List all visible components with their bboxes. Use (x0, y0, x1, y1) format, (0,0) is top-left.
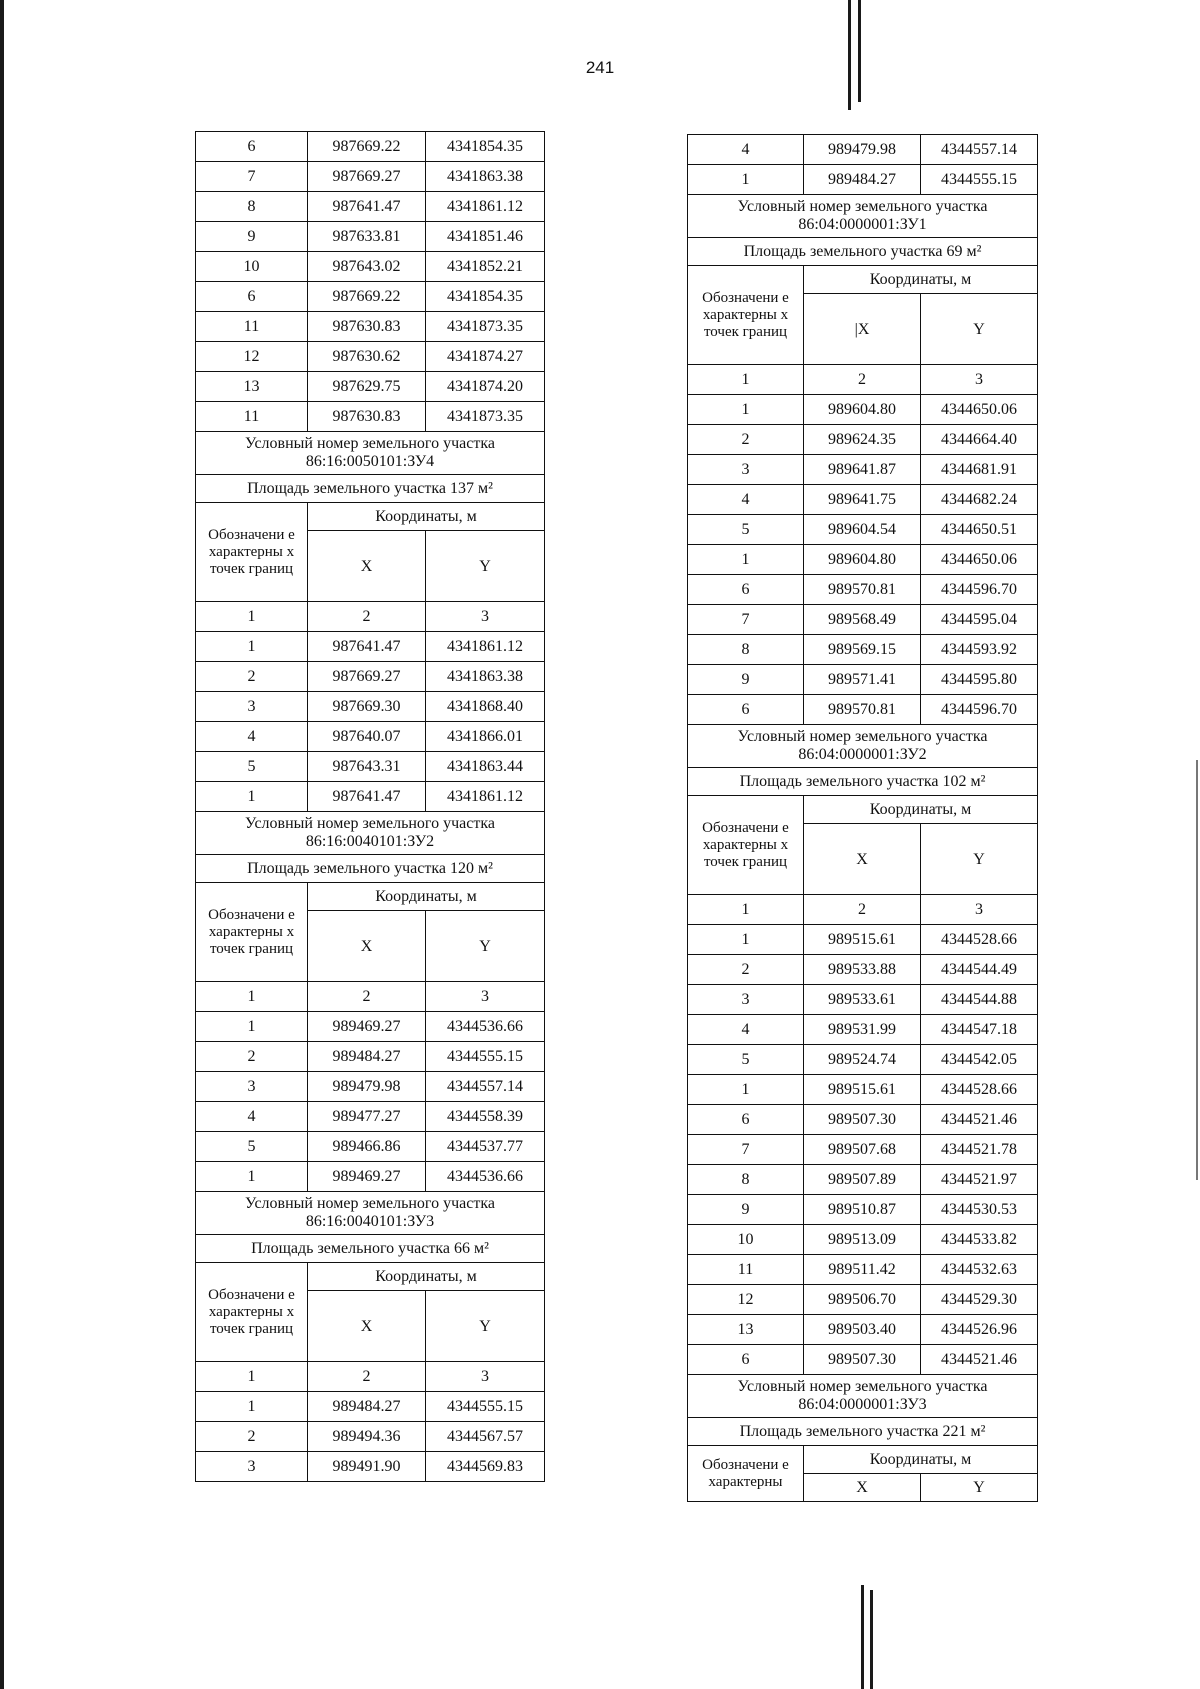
table-row (688, 695, 1038, 725)
coord-y: 4344544.88 (921, 985, 1038, 1015)
table-header-row (196, 1263, 545, 1291)
designation-header: Обозначени е характерны х точек границ (688, 266, 804, 365)
point-number: 2 (196, 1042, 308, 1072)
coord-x: 989515.61 (804, 1075, 921, 1105)
coord-y: 4344567.57 (426, 1422, 545, 1452)
coord-x: 989604.80 (804, 545, 921, 575)
coord-x: 989479.98 (308, 1072, 426, 1102)
coord-y: 4344532.63 (921, 1255, 1038, 1285)
scan-line-right-edge (1196, 760, 1198, 1180)
coord-x: 989507.30 (804, 1105, 921, 1135)
coord-x: 989484.27 (308, 1042, 426, 1072)
coord-y: 4344650.06 (921, 545, 1038, 575)
coord-y: 4344533.82 (921, 1225, 1038, 1255)
coord-y: 4344557.14 (921, 135, 1038, 165)
column-number-row (688, 365, 1038, 395)
coord-y: 4344595.80 (921, 665, 1038, 695)
designation-header: Обозначени е характерны х точек границ (196, 503, 308, 602)
y-header: Y (921, 294, 1038, 365)
y-header: Y (426, 1291, 545, 1362)
point-number: 6 (688, 1105, 804, 1135)
point-number: 10 (688, 1225, 804, 1255)
table-row (688, 1285, 1038, 1315)
table-row (688, 545, 1038, 575)
coord-x: 989531.99 (804, 1015, 921, 1045)
coord-x: 989469.27 (308, 1162, 426, 1192)
coord-x: 987641.47 (308, 192, 426, 222)
parcel-area-row (688, 1418, 1038, 1446)
coordinates-header: Координаты, м (308, 883, 545, 911)
table-row (196, 782, 545, 812)
table-row (688, 1345, 1038, 1375)
point-number: 3 (688, 455, 804, 485)
coord-x: 987633.81 (308, 222, 426, 252)
x-header: X (804, 1474, 921, 1502)
coord-x: 989533.61 (804, 985, 921, 1015)
table-row (196, 1012, 545, 1042)
coordinates-header: Координаты, м (804, 266, 1038, 294)
scan-line-top-right-b (858, 0, 861, 102)
coord-x: 989510.87 (804, 1195, 921, 1225)
point-number: 10 (196, 252, 308, 282)
coord-x: 989515.61 (804, 925, 921, 955)
point-number: 4 (196, 722, 308, 752)
designation-header: Обозначени е характерны (688, 1446, 804, 1502)
table-row (196, 722, 545, 752)
parcel-caption: Условный номер земельного участка 86:16:0040101:ЗУ3 (196, 1192, 545, 1235)
coord-y: 4344557.14 (426, 1072, 545, 1102)
parcel-caption-row (688, 195, 1038, 238)
table-header-row (196, 883, 545, 911)
point-number: 1 (688, 545, 804, 575)
parcel-area-row (688, 238, 1038, 266)
coord-y: 4341863.44 (426, 752, 545, 782)
coord-y: 4344593.92 (921, 635, 1038, 665)
coordinates-header: Координаты, м (804, 1446, 1038, 1474)
page-number: 241 (585, 58, 615, 77)
designation-header: Обозначени е характерны х точек границ (196, 1263, 308, 1362)
point-number: 3 (688, 985, 804, 1015)
table-header-row (196, 503, 545, 531)
coord-y: 4341868.40 (426, 692, 545, 722)
parcel-caption-row (196, 432, 545, 475)
point-number: 9 (688, 1195, 804, 1225)
right-column (687, 134, 1037, 1502)
point-number: 4 (688, 135, 804, 165)
coord-x: 989477.27 (308, 1102, 426, 1132)
table-row (688, 665, 1038, 695)
coordinates-header: Координаты, м (308, 1263, 545, 1291)
point-number: 6 (196, 132, 308, 162)
table-row (196, 1132, 545, 1162)
parcel-area: Площадь земельного участка 120 м² (196, 855, 545, 883)
table-row (196, 132, 545, 162)
coord-y: 4341874.20 (426, 372, 545, 402)
table-row (688, 575, 1038, 605)
coord-y: 4344681.91 (921, 455, 1038, 485)
column-number-row (688, 895, 1038, 925)
coord-x: 989506.70 (804, 1285, 921, 1315)
table-row (688, 955, 1038, 985)
coord-x: 989571.41 (804, 665, 921, 695)
coord-x: 989507.89 (804, 1165, 921, 1195)
table-row (688, 515, 1038, 545)
y-header: Y (426, 531, 545, 602)
point-number: 6 (688, 575, 804, 605)
table-row (688, 1195, 1038, 1225)
point-number: 5 (196, 1132, 308, 1162)
table-row (688, 455, 1038, 485)
table-row (688, 635, 1038, 665)
point-number: 9 (196, 222, 308, 252)
column-number-2: 2 (308, 1362, 426, 1392)
point-number: 1 (688, 925, 804, 955)
point-number: 1 (688, 1075, 804, 1105)
parcel-caption: Условный номер земельного участка 86:16:0050101:ЗУ4 (196, 432, 545, 475)
coord-x: 989479.98 (804, 135, 921, 165)
column-number-1: 1 (196, 602, 308, 632)
point-number: 11 (196, 402, 308, 432)
scan-line-top-right-a (848, 0, 851, 110)
point-number: 12 (688, 1285, 804, 1315)
coord-y: 4341873.35 (426, 312, 545, 342)
table-row (196, 632, 545, 662)
coord-y: 4341852.21 (426, 252, 545, 282)
coord-x: 989511.42 (804, 1255, 921, 1285)
coord-y: 4344558.39 (426, 1102, 545, 1132)
coord-y: 4344536.66 (426, 1162, 545, 1192)
point-number: 1 (196, 1162, 308, 1192)
coord-x: 989494.36 (308, 1422, 426, 1452)
coord-y: 4344521.78 (921, 1135, 1038, 1165)
table-row (688, 1105, 1038, 1135)
coord-x: 989533.88 (804, 955, 921, 985)
table-row (196, 342, 545, 372)
point-number: 3 (196, 692, 308, 722)
coordinates-table-left (195, 131, 545, 1482)
column-number-2: 2 (308, 602, 426, 632)
coord-y: 4341866.01 (426, 722, 545, 752)
table-row (196, 192, 545, 222)
point-number: 9 (688, 665, 804, 695)
point-number: 7 (688, 1135, 804, 1165)
table-row (688, 1015, 1038, 1045)
x-header: X (308, 531, 426, 602)
y-header: Y (426, 911, 545, 982)
table-header-row (688, 266, 1038, 294)
point-number: 6 (196, 282, 308, 312)
coord-y: 4344650.06 (921, 395, 1038, 425)
parcel-caption: Условный номер земельного участка 86:04:0000001:ЗУ2 (688, 725, 1038, 768)
coord-y: 4344536.66 (426, 1012, 545, 1042)
column-number-2: 2 (308, 982, 426, 1012)
point-number: 4 (196, 1102, 308, 1132)
coord-y: 4344569.83 (426, 1452, 545, 1482)
table-row (688, 485, 1038, 515)
parcel-area-row (196, 475, 545, 503)
point-number: 11 (688, 1255, 804, 1285)
coord-x: 987641.47 (308, 782, 426, 812)
coord-x: 987630.83 (308, 312, 426, 342)
table-row (688, 1135, 1038, 1165)
point-number: 1 (688, 395, 804, 425)
coord-x: 989604.54 (804, 515, 921, 545)
point-number: 3 (196, 1072, 308, 1102)
parcel-area: Площадь земельного участка 221 м² (688, 1418, 1038, 1446)
coord-y: 4344529.30 (921, 1285, 1038, 1315)
coord-x: 987641.47 (308, 632, 426, 662)
column-number-3: 3 (921, 895, 1038, 925)
column-number-3: 3 (426, 1362, 545, 1392)
table-row (688, 1045, 1038, 1075)
point-number: 2 (688, 955, 804, 985)
column-number-3: 3 (426, 982, 545, 1012)
point-number: 5 (688, 1045, 804, 1075)
coord-x: 989507.30 (804, 1345, 921, 1375)
table-row (196, 1452, 545, 1482)
coord-y: 4344596.70 (921, 575, 1038, 605)
coord-x: 987669.27 (308, 662, 426, 692)
point-number: 1 (688, 165, 804, 195)
x-header: X (308, 1291, 426, 1362)
coord-y: 4341854.35 (426, 282, 545, 312)
coord-y: 4341863.38 (426, 162, 545, 192)
table-row (196, 162, 545, 192)
coord-x: 989484.27 (308, 1392, 426, 1422)
table-row (196, 1072, 545, 1102)
coord-x: 989507.68 (804, 1135, 921, 1165)
table-row (688, 1165, 1038, 1195)
coord-x: 987669.30 (308, 692, 426, 722)
point-number: 8 (196, 192, 308, 222)
point-number: 6 (688, 1345, 804, 1375)
table-row (688, 605, 1038, 635)
x-header: X (308, 911, 426, 982)
table-row (196, 222, 545, 252)
coord-x: 989604.80 (804, 395, 921, 425)
coord-y: 4344596.70 (921, 695, 1038, 725)
coord-x: 987640.07 (308, 722, 426, 752)
coord-y: 4341873.35 (426, 402, 545, 432)
coord-y: 4341861.12 (426, 782, 545, 812)
coord-x: 989624.35 (804, 425, 921, 455)
coord-x: 987629.75 (308, 372, 426, 402)
table-row (688, 135, 1038, 165)
coord-y: 4344555.15 (921, 165, 1038, 195)
coord-y: 4341874.27 (426, 342, 545, 372)
column-number-1: 1 (196, 982, 308, 1012)
coord-x: 989641.75 (804, 485, 921, 515)
point-number: 7 (688, 605, 804, 635)
coord-y: 4341863.38 (426, 662, 545, 692)
table-row (196, 1422, 545, 1452)
coord-x: 989568.49 (804, 605, 921, 635)
table-row (196, 1162, 545, 1192)
parcel-area: Площадь земельного участка 102 м² (688, 768, 1038, 796)
table-row (196, 372, 545, 402)
coord-y: 4344555.15 (426, 1042, 545, 1072)
coord-x: 987643.02 (308, 252, 426, 282)
coord-y: 4344650.51 (921, 515, 1038, 545)
parcel-caption-row (688, 1375, 1038, 1418)
table-row (196, 402, 545, 432)
coord-y: 4344547.18 (921, 1015, 1038, 1045)
coordinates-header: Координаты, м (308, 503, 545, 531)
table-row (196, 1392, 545, 1422)
coord-y: 4344537.77 (426, 1132, 545, 1162)
table-row (688, 395, 1038, 425)
point-number: 8 (688, 635, 804, 665)
column-number-row (196, 1362, 545, 1392)
point-number: 5 (688, 515, 804, 545)
coord-y: 4341854.35 (426, 132, 545, 162)
y-header: Y (921, 1474, 1038, 1502)
column-number-3: 3 (426, 602, 545, 632)
parcel-area-row (196, 855, 545, 883)
coord-x: 987630.83 (308, 402, 426, 432)
table-row (688, 1255, 1038, 1285)
coord-x: 987669.22 (308, 282, 426, 312)
table-row (196, 252, 545, 282)
table-row (688, 1075, 1038, 1105)
coord-y: 4344521.46 (921, 1105, 1038, 1135)
scan-line-bottom-a (861, 1585, 864, 1689)
column-number-1: 1 (688, 895, 804, 925)
parcel-caption-row (688, 725, 1038, 768)
coord-y: 4344664.40 (921, 425, 1038, 455)
column-number-1: 1 (688, 365, 804, 395)
point-number: 1 (196, 1392, 308, 1422)
coord-y: 4344526.96 (921, 1315, 1038, 1345)
scan-line-bottom-b (870, 1590, 873, 1689)
coord-y: 4344542.05 (921, 1045, 1038, 1075)
coord-y: 4344521.46 (921, 1345, 1038, 1375)
table-header-row (688, 1446, 1038, 1474)
coord-y: 4344682.24 (921, 485, 1038, 515)
table-header-row (688, 796, 1038, 824)
point-number: 1 (196, 1012, 308, 1042)
parcel-caption-row (196, 1192, 545, 1235)
coord-x: 987643.31 (308, 752, 426, 782)
point-number: 3 (196, 1452, 308, 1482)
y-header: Y (921, 824, 1038, 895)
column-number-1: 1 (196, 1362, 308, 1392)
table-row (688, 1225, 1038, 1255)
point-number: 1 (196, 632, 308, 662)
parcel-area: Площадь земельного участка 66 м² (196, 1235, 545, 1263)
coord-y: 4341861.12 (426, 632, 545, 662)
table-row (196, 1102, 545, 1132)
left-column (195, 131, 544, 1482)
coord-y: 4344595.04 (921, 605, 1038, 635)
table-row (688, 1315, 1038, 1345)
parcel-caption: Условный номер земельного участка 86:04:0000001:ЗУ1 (688, 195, 1038, 238)
coord-y: 4344544.49 (921, 955, 1038, 985)
coordinates-table-right (687, 134, 1038, 1502)
x-header: |X (804, 294, 921, 365)
coord-y: 4344521.97 (921, 1165, 1038, 1195)
coordinates-header: Координаты, м (804, 796, 1038, 824)
table-row (196, 662, 545, 692)
designation-header: Обозначени е характерны х точек границ (196, 883, 308, 982)
coord-x: 989484.27 (804, 165, 921, 195)
table-row (196, 312, 545, 342)
coord-x: 987669.27 (308, 162, 426, 192)
column-number-2: 2 (804, 365, 921, 395)
coord-x: 987630.62 (308, 342, 426, 372)
table-row (196, 1042, 545, 1072)
coord-y: 4344528.66 (921, 1075, 1038, 1105)
parcel-area: Площадь земельного участка 69 м² (688, 238, 1038, 266)
coord-x: 989569.15 (804, 635, 921, 665)
coord-x: 989570.81 (804, 695, 921, 725)
point-number: 7 (196, 162, 308, 192)
coord-x: 989491.90 (308, 1452, 426, 1482)
designation-header: Обозначени е характерны х точек границ (688, 796, 804, 895)
table-row (688, 425, 1038, 455)
coord-x: 989513.09 (804, 1225, 921, 1255)
point-number: 6 (688, 695, 804, 725)
x-header: X (804, 824, 921, 895)
point-number: 13 (688, 1315, 804, 1345)
coord-x: 989524.74 (804, 1045, 921, 1075)
table-row (688, 165, 1038, 195)
column-number-2: 2 (804, 895, 921, 925)
coord-x: 989641.87 (804, 455, 921, 485)
point-number: 4 (688, 485, 804, 515)
column-number-row (196, 602, 545, 632)
parcel-area-row (196, 1235, 545, 1263)
point-number: 13 (196, 372, 308, 402)
coord-x: 989503.40 (804, 1315, 921, 1345)
table-row (688, 985, 1038, 1015)
point-number: 2 (196, 662, 308, 692)
table-row (196, 752, 545, 782)
coord-y: 4344555.15 (426, 1392, 545, 1422)
coord-x: 989466.86 (308, 1132, 426, 1162)
parcel-area: Площадь земельного участка 137 м² (196, 475, 545, 503)
point-number: 11 (196, 312, 308, 342)
point-number: 1 (196, 782, 308, 812)
coord-y: 4341861.12 (426, 192, 545, 222)
coord-y: 4344530.53 (921, 1195, 1038, 1225)
table-row (688, 925, 1038, 955)
table-row (196, 692, 545, 722)
parcel-caption: Условный номер земельного участка 86:16:0040101:ЗУ2 (196, 812, 545, 855)
coord-y: 4341851.46 (426, 222, 545, 252)
point-number: 5 (196, 752, 308, 782)
point-number: 4 (688, 1015, 804, 1045)
column-number-3: 3 (921, 365, 1038, 395)
coord-y: 4344528.66 (921, 925, 1038, 955)
coord-x: 989570.81 (804, 575, 921, 605)
coord-x: 989469.27 (308, 1012, 426, 1042)
scan-border-left (0, 0, 4, 1689)
point-number: 8 (688, 1165, 804, 1195)
parcel-area-row (688, 768, 1038, 796)
parcel-caption-row (196, 812, 545, 855)
table-row (196, 282, 545, 312)
parcel-caption: Условный номер земельного участка 86:04:0000001:ЗУ3 (688, 1375, 1038, 1418)
point-number: 2 (196, 1422, 308, 1452)
column-number-row (196, 982, 545, 1012)
point-number: 2 (688, 425, 804, 455)
point-number: 12 (196, 342, 308, 372)
coord-x: 987669.22 (308, 132, 426, 162)
